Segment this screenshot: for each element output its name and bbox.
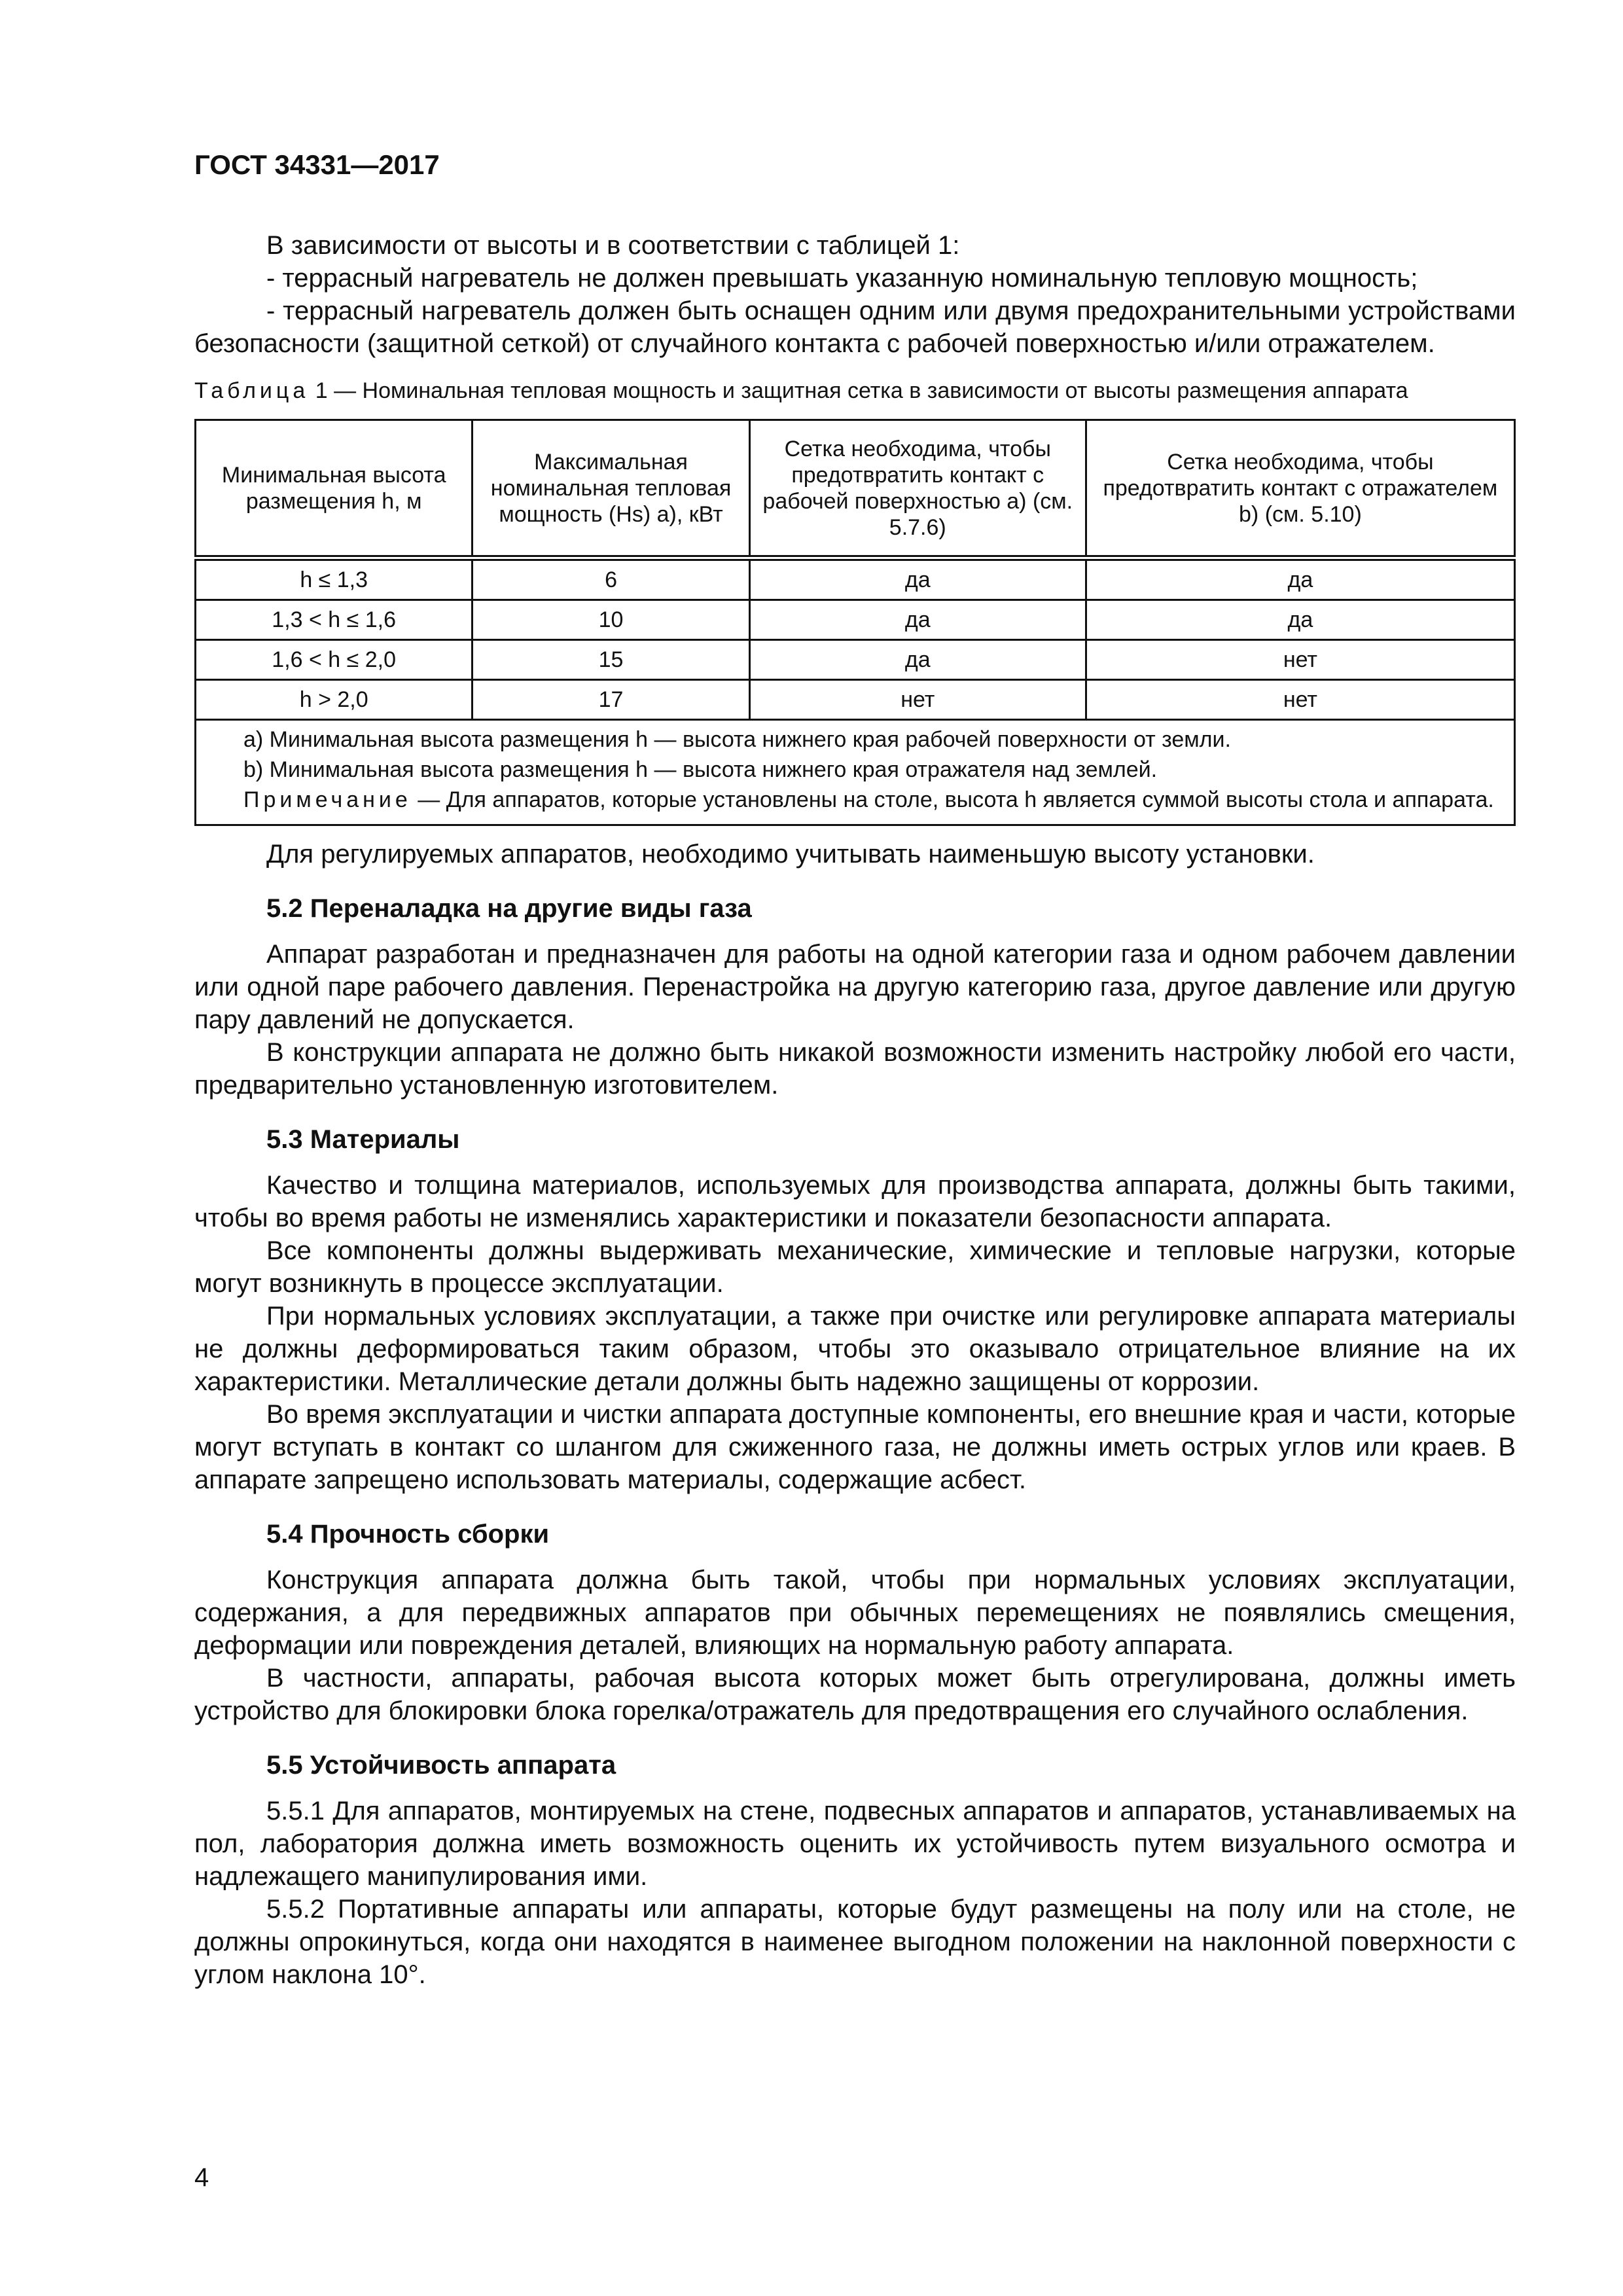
section-heading: 5.3 Материалы xyxy=(266,1125,460,1154)
cell: 1,6 < h ≤ 2,0 xyxy=(196,640,473,680)
table-row xyxy=(196,600,1515,640)
paragraph: В частности, аппараты, рабочая высота которых может быть отрегулирована, должны иметь устройство для блокировки блока горелка/отражатель для предотвращения его случайного ослабления. xyxy=(194,1664,1516,1725)
paragraph: Для регулируемых аппаратов, необходимо учитывать наименьшую высоту установки. xyxy=(266,840,1315,869)
table-footnotes xyxy=(196,720,1515,825)
note-text: — Для аппаратов, которые установлены на столе, высота h является суммой высоты стола и аппарата. xyxy=(411,787,1494,812)
document-header: ГОСТ 34331—2017 xyxy=(194,149,440,180)
cell: h ≤ 1,3 xyxy=(196,558,473,600)
table-caption xyxy=(194,374,1516,407)
table-row xyxy=(196,558,1515,600)
cell: нет xyxy=(1086,640,1514,680)
footnote-b: b) Минимальная высота размещения h — высота нижнего края отражателя над землей. xyxy=(243,757,1158,782)
cell: да xyxy=(749,558,1086,600)
paragraph: - террасный нагреватель не должен превышать указанную номинальную тепловую мощность; xyxy=(266,264,1418,293)
paragraph: В конструкции аппарата не должно быть никакой возможности изменить настройку любой его части, предварительно установленную изготовителем. xyxy=(194,1038,1516,1100)
paragraph: Конструкция аппарата должна быть такой, чтобы при нормальных условиях эксплуатации, содержания, а для передвижных аппаратов при обычных перемещениях не появлялись смещения, деформации или повреждения деталей, влияющих на нормальную работу аппарата. xyxy=(194,1566,1516,1660)
cell: 6 xyxy=(473,558,749,600)
paragraph: - террасный нагреватель должен быть оснащен одним или двумя предохранительными устройствами безопасности (защитной сеткой) от случайного контакта с рабочей поверхностью и/или отражателем. xyxy=(194,296,1516,358)
table-header: Минимальная высота размещения h, м xyxy=(196,420,473,558)
caption-label: Таблица xyxy=(194,378,310,403)
note-label: Примечание xyxy=(243,787,412,812)
cell: 17 xyxy=(473,680,749,720)
cell: нет xyxy=(749,680,1086,720)
cell: да xyxy=(749,600,1086,640)
paragraph: Во время эксплуатации и чистки аппарата доступные компоненты, его внешние края и части, которые могут вступать в контакт со шлангом для сжиженного газа, не должны иметь острых углов или краев. В аппарате запрещено использовать материалы, содержащие асбест. xyxy=(194,1400,1516,1494)
table-note xyxy=(204,785,1506,815)
paragraph: 5.5.2 Портативные аппараты или аппараты, которые будут размещены на полу или на столе, не должны опрокинуться, когда они находятся в наименее выгодном положении на наклонной поверхности с углом наклона 10°. xyxy=(194,1895,1516,1989)
page-number: 4 xyxy=(194,2163,209,2192)
footnote-a: a) Минимальная высота размещения h — высота нижнего края рабочей поверхности от земли. xyxy=(243,727,1231,752)
paragraph: Все компоненты должны выдерживать механические, химические и тепловые нагрузки, которые могут возникнуть в процессе эксплуатации. xyxy=(194,1236,1516,1298)
cell: h > 2,0 xyxy=(196,680,473,720)
cell: да xyxy=(1086,600,1514,640)
table-1 xyxy=(194,419,1516,826)
section-heading: 5.4 Прочность сборки xyxy=(266,1520,550,1549)
caption-text: 1 — Номинальная тепловая мощность и защитная сетка в зависимости от высоты размещения аппарата xyxy=(309,378,1408,403)
table-row xyxy=(196,680,1515,720)
section-heading: 5.5 Устойчивость аппарата xyxy=(266,1751,616,1780)
table-header: Сетка необходима, чтобы предотвратить контакт с отражателем b) (см. 5.10) xyxy=(1086,420,1514,558)
table-header: Максимальная номинальная тепловая мощность (Hs) a), кВт xyxy=(473,420,749,558)
paragraph: В зависимости от высоты и в соответствии с таблицей 1: xyxy=(266,231,960,260)
cell: 10 xyxy=(473,600,749,640)
paragraph: 5.5.1 Для аппаратов, монтируемых на стене, подвесных аппаратов и аппаратов, устанавливаемых на пол, лаборатория должна иметь возможность оценить их устойчивость путем визуального осмотра и надлежащего манипулирования ими. xyxy=(194,1797,1516,1891)
table-header: Сетка необходима, чтобы предотвратить контакт с рабочей поверхностью a) (см. 5.7.6) xyxy=(749,420,1086,558)
cell: 15 xyxy=(473,640,749,680)
paragraph: При нормальных условиях эксплуатации, а также при очистке или регулировке аппарата материалы не должны деформироваться таким образом, чтобы это оказывало отрицательное влияние на их характеристики. Металлические детали должны быть надежно защищены от коррозии. xyxy=(194,1302,1516,1396)
paragraph: Аппарат разработан и предназначен для работы на одной категории газа и одном рабочем давлении или одной паре рабочего давления. Перенастройка на другую категорию газа, другое давление или другую пару давлений не допускается. xyxy=(194,940,1516,1034)
cell: нет xyxy=(1086,680,1514,720)
section-heading: 5.2 Переналадка на другие виды газа xyxy=(266,894,752,923)
page-content xyxy=(194,229,1516,1991)
cell: 1,3 < h ≤ 1,6 xyxy=(196,600,473,640)
cell: да xyxy=(1086,558,1514,600)
cell: да xyxy=(749,640,1086,680)
paragraph: Качество и толщина материалов, используемых для производства аппарата, должны быть такими, чтобы во время работы не изменялись характеристики и показатели безопасности аппарата. xyxy=(194,1171,1516,1232)
table-row xyxy=(196,640,1515,680)
